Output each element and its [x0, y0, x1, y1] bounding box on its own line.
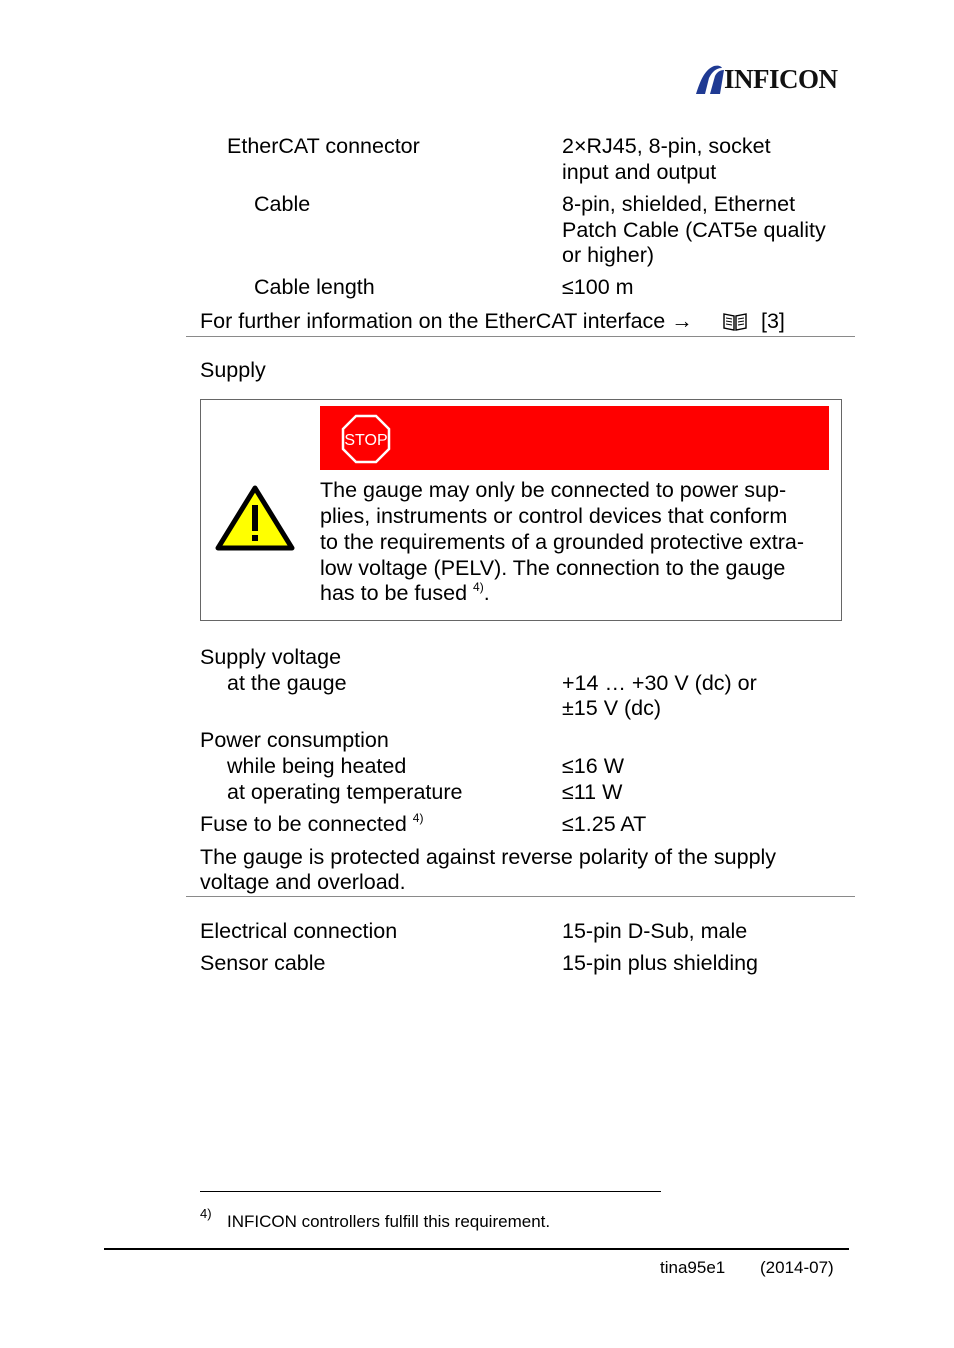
warning-last-text: has to be fused [320, 581, 468, 605]
cable-value-1: 8-pin, shielded, Ethernet [562, 192, 796, 216]
supply-voltage-value-1: +14 … +30 V (dc) or [562, 671, 757, 695]
footnote-rule [200, 1191, 661, 1192]
book-icon [722, 311, 748, 332]
warning-line-2: plies, instruments or control devices that conform [320, 504, 788, 528]
electrical-connection-label: Electrical connection [200, 919, 398, 943]
warning-line-4: low voltage (PELV). The connection to the gauge [320, 556, 786, 580]
electrical-connection-value: 15-pin D-Sub, male [562, 919, 748, 943]
ethercat-connector-value-2: input and output [562, 160, 717, 184]
protection-line-2: voltage and overload. [200, 870, 406, 894]
warning-triangle-icon [215, 485, 295, 551]
sensor-cable-value: 15-pin plus shielding [562, 951, 759, 975]
warning-line-3: to the requirements of a grounded protective extra- [320, 530, 805, 554]
stop-sign-icon [341, 414, 391, 464]
further-info-text: For further information on the EtherCAT interface → [200, 309, 693, 333]
fuse-label: Fuse to be connected [200, 812, 407, 836]
power-operating-value: ≤11 W [562, 780, 623, 804]
section-divider [186, 896, 855, 897]
doc-id: tina95e1 [660, 1258, 726, 1277]
fuse-label-row [200, 812, 423, 838]
ethercat-connector-value-1: 2×RJ45, 8-pin, socket [562, 134, 771, 158]
power-consumption-label: Power consumption [200, 728, 389, 752]
reference-link[interactable]: [3] [761, 309, 785, 333]
warning-line-5 [320, 581, 490, 607]
cable-length-label: Cable length [254, 275, 375, 299]
supply-voltage-value-2: ±15 V (dc) [562, 696, 662, 720]
cable-label: Cable [254, 192, 311, 216]
footer-rule [104, 1248, 849, 1250]
stop-sign-text: STOP [344, 432, 388, 449]
footnote-number: 4) [200, 1206, 212, 1221]
logo-text: INFICON [724, 64, 838, 94]
cable-value-3: or higher) [562, 243, 655, 267]
warning-last-punct: . [483, 581, 490, 605]
cable-length-value: ≤100 m [562, 275, 634, 299]
sensor-cable-label: Sensor cable [200, 951, 326, 975]
cable-value-2: Patch Cable (CAT5e quality [562, 218, 826, 242]
fuse-footnote-ref[interactable]: 4) [412, 811, 424, 825]
ethercat-connector-label: EtherCAT connector [227, 134, 420, 158]
supply-heading: Supply [200, 358, 266, 382]
stop-banner [320, 406, 829, 470]
doc-date: (2014-07) [760, 1258, 834, 1277]
protection-line-1: The gauge is protected against reverse polarity of the supply [200, 845, 777, 869]
power-heated-label: while being heated [227, 754, 407, 778]
section-divider [186, 336, 855, 337]
footnote-text: INFICON controllers fulfill this requirement. [227, 1212, 551, 1231]
at-gauge-label: at the gauge [227, 671, 347, 695]
power-heated-value: ≤16 W [562, 754, 624, 778]
fuse-value: ≤1.25 AT [562, 812, 647, 836]
supply-voltage-label: Supply voltage [200, 645, 342, 669]
power-operating-label: at operating temperature [227, 780, 463, 804]
warning-line-1: The gauge may only be connected to power sup- [320, 478, 787, 502]
warning-footnote-ref[interactable]: 4) [473, 580, 484, 594]
